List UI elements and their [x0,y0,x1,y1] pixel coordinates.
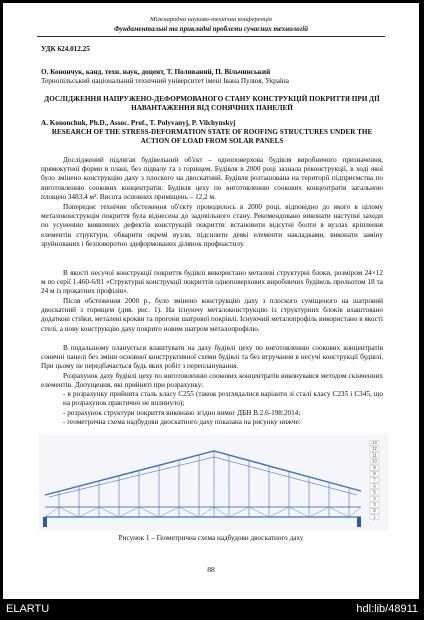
list-item-2: - розрахунок структури покриття виконано згідно вимог ДБН В.2.6-198:2014; [63,409,301,417]
level-label: 3 [373,502,376,507]
list-item-1: - в розрахунку прийнята сталь класу С255 (також розглядалися варіанти зі сталі класу С235 і С345, що на розрахунок практично не вплинуло); [63,390,383,408]
footer-repository[interactable]: ELARTU [6,603,50,615]
authors-ua: О. Конончук, канд. техн. наук, доцент, Т. Поливаний, П. Вільчинський [41,68,271,76]
affiliation-ua: Тернопільський національний технічний університет імені Івана Пулюя, Україна [41,77,289,85]
level-label: 4 [373,495,376,501]
paragraph-4: Після обстеження 2000 р., було змінено конструкцію даху з плоского суміщеного на шатровий двоскатний з горищем (див. рис. 1). На існуючу металоконструкцію із структурних блоків влаштовано додаткові стійки, металеві крокви та прогони шатрової покрівлі. Існуючий металопрофіль використано в якості стелі, а нову конструкцію даху покрито новим шатром металопрофілю. [41,297,383,333]
header-rule [37,36,385,37]
title-ua: ДОСЛІДЖЕННЯ НАПРУЖЕНО-ДЕФОРМОВАНОГО СТАНУ КОНСТРУКЦІЙ ПОКРИТТЯ ПРИ ДІЇ НАВАНТАЖЕННЯ ВІД СОНЯЧНИХ ПАНЕЛЕЙ [44,95,380,113]
level-label: 8 [373,471,376,476]
level-label: 11 [372,452,377,458]
list-item-3: - геометрична схема надбудови двоскатного даху показана на рисунку нижче: [63,418,301,426]
figure-caption: Рисунок 1 – Геометрична схема надбудови двоскатного даху [118,534,304,542]
page-number: 88 [207,565,215,574]
conference-name: Міжнародна науково-технічна конференція [150,16,272,23]
udc-code: УДК 624.012.25 [41,45,90,53]
level-label: 12 [372,446,377,452]
level-label: 7 [373,477,376,483]
conference-title: Фундаментальні та прикладні проблеми сучасних технологій [113,25,309,33]
level-label: 9 [373,464,376,470]
paragraph-5: В подальшому планується влаштувати на даху будівлі цеху по виготовленню соокових концентратів сонячні панелі без зміни основної конструктивної схеми будівлі та без втручання в несучі конструкції будівлі. При цьому не передбачається будь яких робіт з перепланування. [41,344,383,371]
level-label: 1 [373,514,376,520]
level-label: 5 [373,489,376,495]
paragraph-1: Досліджений підлягав будівельний об'єкт – одноповерхова будівля виробничого призначення, прямокутної форми в плані, без підвалу та з горищем. Будівля в 2000 році зазнала реконструкції, в ході якої було змінено конструкцію даху з плоского на двоскатний. Будівля розташована на території підприємства по виготовленню соокових концентратів. Будівля цеху по виготовленню соокових концентратів загальною площею 3483,4 м². Висота основних приміщень – 12,2 м. [41,156,383,201]
paragraph-3: В якості несучої конструкції покриття будівлі використано металеві структурні блоки, розміром 24×12 м по серії 1.460-6/81 «Структурні конструкції покриттів одноповерхових виробничих будівель прольотом 18 та 24 м із прокатних профілів». [41,269,383,296]
authors-en: A. Kononchuk, Ph.D., Assoc. Prof., T. Polyvanyj, P. Vilchynskyj [41,119,236,127]
footer-bar [0,598,424,620]
roof-geometry-figure [39,435,389,531]
level-label: 13 [372,440,377,445]
level-label: 10 [372,458,377,464]
level-label: 2 [373,508,376,514]
level-label: 6 [373,483,376,489]
title-en: RESEARCH OF THE STRESS-DEFORMATION STATE OF ROOFING STRUCTURES UNDER THE ACTION OF LOAD FROM SOLAR PANELS [51,128,373,146]
paragraph-6: Розрахунок даху будівлі цеху по виготовленню соокових концентратів виконувався методом скінченних елементів. Допущення, які прийняті при розрахунку: [41,372,383,390]
footer-handle[interactable]: hdl:lib/48911 [356,603,418,615]
document-page [3,3,419,599]
paragraph-2: Попереднє технічне обстеження об'єкту проводилось в 2000 році, відповідно до якого в цілому металоконструкція покриття була віднесена до задовільного стану. Рекомендовано виконати наступні заходи по усуненню виявлених дефектів конструкцій покриття: встановити відсутні болти в вузлах кріплення елементів структури, обварити окремі вузли, підсилити деякі елементи накладками, виконати заміну зруйнованих і безповоротно здеформованих ділянок профнастилу. [41,203,383,248]
